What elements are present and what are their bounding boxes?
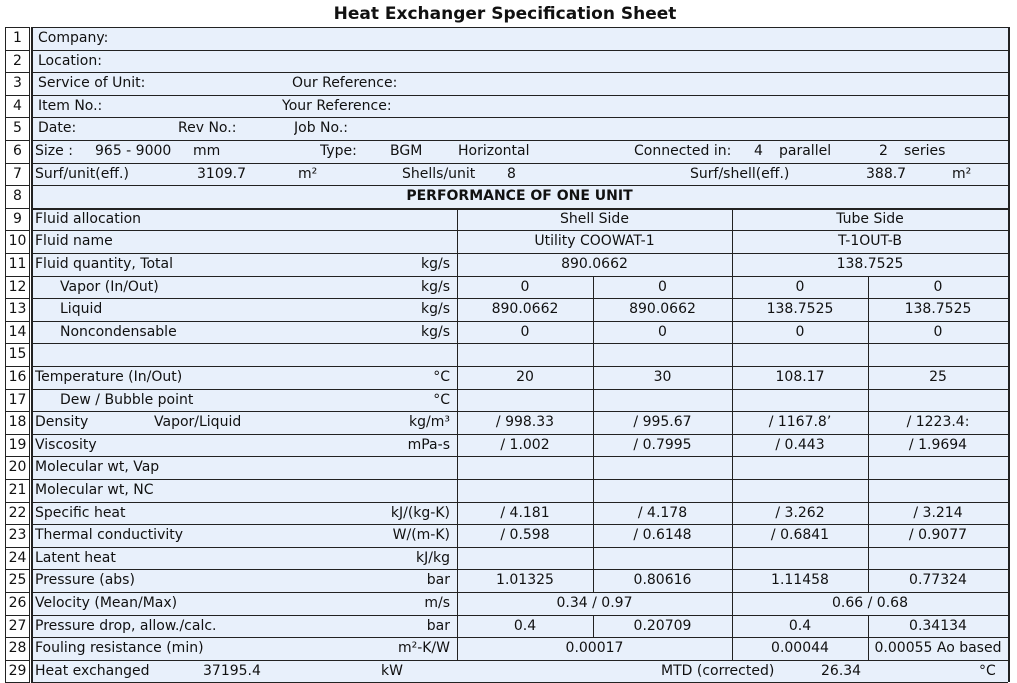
label-column-divider [457,208,458,660]
row-19-t-out: / 1.9694 [908,436,968,453]
row-18-sublabel: Vapor/Liquid [154,414,242,431]
row-number: 24 [5,547,30,571]
row-number: 29 [5,660,30,683]
size-value: 965 - 9000 [95,143,172,159]
mtd-label: MTD (corrected) [661,662,775,679]
row-number: 16 [5,366,30,390]
row-11-label: Fluid quantity, Total [35,256,174,272]
row-16-s-in: 20 [516,369,534,385]
row-number: 15 [5,343,30,367]
row-13-s-out: 890.0662 [629,301,696,318]
row-16-label: Temperature (In/Out) [35,369,183,385]
row-number: 4 [5,95,30,119]
row-9-tube-value: Tube Side [836,210,904,227]
row-22-label: Specific heat [35,504,126,521]
row-number: 17 [5,389,30,413]
row-27-s-in: 0.4 [513,617,537,634]
row-number: 20 [5,456,30,480]
size-label: Size : [35,143,73,159]
row-22-unit: kJ/(kg-K) [390,504,450,521]
company-label: Company: [38,30,109,46]
row-19-s-out: / 0.7995 [633,436,692,453]
surf-shell-unit: m² [952,165,972,182]
row-27-s-out: 0.20709 [633,617,692,634]
row-number: 13 [5,298,30,322]
location-label: Location: [38,52,102,69]
row-number: 21 [5,479,30,503]
row-25-t-in: 1.11458 [771,572,829,589]
row-12-label: Vapor (In/Out) [60,278,159,295]
shells-unit-label: Shells/unit [402,165,476,182]
series-count: 2 [879,143,888,159]
row-25-label: Pressure (abs) [35,572,135,589]
row-number: 3 [5,72,30,96]
mtd-value: 26.34 [821,662,862,679]
row-number: 14 [5,321,30,345]
row-19-label: Viscosity [35,436,97,453]
tube-in-out-divider [868,456,869,479]
row-number: 7 [5,163,30,187]
row-10-label: Fluid name [35,233,113,250]
sheet-left-edge [31,27,33,682]
row-16-s-out: 30 [653,369,672,385]
row-23-s-out: / 0.6148 [633,527,692,544]
row-26-label: Velocity (Mean/Max) [35,595,178,611]
surf-unit-value: 3109.7 [197,165,246,182]
surf-unit-unit: m² [298,165,318,182]
row-16-t-in: 108.17 [775,369,825,385]
row-26-unit: m/s [424,595,450,611]
row-22-t-out: / 3.214 [913,504,963,521]
row-number: 1 [5,27,30,51]
row-number: 11 [5,253,30,277]
row-17-label: Dew / Bubble point [60,391,194,408]
row-23-t-in: / 0.6841 [770,527,830,544]
row-number: 6 [5,140,30,164]
row-18-t-out: / 1223.4: [906,414,970,431]
row-12-t-out: 0 [933,278,943,295]
row-22-s-in: / 4.181 [500,504,550,521]
row-25-unit: bar [426,572,450,589]
tube-in-out-divider [868,343,869,366]
row-18-unit: kg/m³ [409,414,450,431]
surf-shell-value: 388.7 [866,165,907,182]
row-19-unit: mPa-s [407,436,450,453]
row-11-shell-value: 890.0662 [561,256,628,272]
row-19-t-in: / 0.443 [775,436,825,453]
row-11-tube-value: 138.7525 [836,256,904,272]
row-13-s-in: 890.0662 [491,301,559,318]
row-number: 18 [5,411,30,435]
heat-exchanged-label: Heat exchanged [35,662,150,679]
shell-in-out-divider [593,547,594,570]
row-18-label: Density [35,414,89,431]
your-reference-label: Your Reference: [282,97,392,114]
row-number: 22 [5,502,30,526]
row-13-t-out: 138.7525 [904,301,972,318]
parallel-label: parallel [779,143,832,159]
row-23-unit: W/(m-K) [392,527,450,544]
row-number: 25 [5,569,30,593]
row-12-t-in: 0 [795,278,805,295]
type-value: BGM [390,143,423,159]
tube-in-out-divider [868,479,869,502]
row-23-t-out: / 0.9077 [908,527,968,544]
size-unit: mm [193,143,221,159]
row-27-unit: bar [426,617,450,634]
row-23-label: Thermal conductivity [35,527,184,544]
row-23-s-in: / 0.598 [500,527,550,544]
row-9-label: Fluid allocation [35,210,142,227]
orientation-value: Horizontal [458,143,530,159]
row-number: 23 [5,524,30,548]
row-21-label: Molecular wt, NC [35,482,154,498]
row-13-label: Liquid [60,301,103,318]
job-no-label: Job No.: [294,120,348,137]
row-26-tube-value: 0.66 / 0.68 [832,595,908,611]
row-18-t-in: / 1167.8’ [768,414,832,431]
row-14-s-out: 0 [658,323,667,340]
row-24-label: Latent heat [35,549,116,566]
rev-no-label: Rev No.: [178,120,237,137]
row-27-t-out: 0.34134 [909,617,967,634]
service-of-unit-label: Service of Unit: [38,75,146,92]
connected-in-label: Connected in: [634,143,732,159]
row-20-label: Molecular wt, Vap [35,459,160,476]
row-17-unit: °C [433,391,450,408]
row-14-s-in: 0 [520,323,530,340]
item-no-label: Item No.: [38,97,103,114]
shells-unit-value: 8 [507,165,516,182]
tube-in-out-divider [868,389,869,412]
date-label: Date: [38,120,77,137]
row-25-s-out: 0.80616 [633,572,692,589]
tube-in-out-divider [868,547,869,570]
sheet-title: Heat Exchanger Specification Sheet [333,4,677,24]
row-19-s-in: / 1.002 [500,436,550,453]
row-number: 2 [5,50,30,74]
shell-in-out-divider [593,479,594,502]
row-18-s-out: / 995.67 [633,414,692,431]
surf-shell-label: Surf/shell(eff.) [690,165,790,182]
row-13-unit: kg/s [420,301,450,318]
row-25-t-out: 0.77324 [909,572,967,589]
row-16-t-out: 25 [929,369,947,385]
row-22-t-in: / 3.262 [775,504,825,521]
row-number: 10 [5,230,30,254]
row-27-t-in: 0.4 [788,617,812,634]
shell-in-out-divider [593,456,594,479]
row-28-t-out: 0.00055 Ao based [874,640,1002,657]
row-number: 28 [5,637,30,661]
row-18-s-in: / 998.33 [495,414,555,431]
parallel-count: 4 [754,143,763,159]
row-15-band [31,343,1008,367]
row-number: 12 [5,276,30,300]
row-27-label: Pressure drop, allow./calc. [35,617,217,634]
row-14-t-out: 0 [933,323,943,340]
sheet-right-edge [1008,27,1010,682]
row-number: 8 [5,185,30,209]
row-28-shell-value: 0.00017 [565,640,624,657]
row-10-shell-value: Utility COOWAT-1 [534,233,655,250]
row-12-unit: kg/s [420,278,450,295]
row-9-shell-value: Shell Side [560,210,629,227]
row-11-unit: kg/s [420,256,450,272]
shell-tube-divider [732,208,733,660]
row-number: 26 [5,592,30,616]
type-label: Type: [320,143,357,159]
surf-unit-label: Surf/unit(eff.) [35,165,129,182]
shell-in-out-divider [593,343,594,366]
row-14-t-in: 0 [795,323,805,340]
row-12-s-in: 0 [520,278,530,295]
row-14-unit: kg/s [420,323,450,340]
shell-in-out-divider [593,389,594,412]
row-number: 9 [5,208,30,232]
row-28-unit: m²-K/W [397,640,450,657]
row-14-label: Noncondensable [60,323,177,340]
row-number: 19 [5,434,30,458]
heat-exchanged-value: 37195.4 [203,662,261,679]
row-28-label: Fouling resistance (min) [35,640,204,657]
row-25-s-in: 1.01325 [496,572,554,589]
row-13-t-in: 138.7525 [766,301,834,318]
our-reference-label: Our Reference: [292,75,398,92]
row-22-s-out: / 4.178 [637,504,688,521]
row-12-s-out: 0 [658,278,667,295]
mtd-unit: °C [979,662,996,679]
performance-header: PERFORMANCE OF ONE UNIT [406,188,633,205]
row-16-unit: °C [433,369,450,385]
row-10-tube-value: T-1OUT-B [838,233,902,250]
row-28-t-in: 0.00044 [771,640,829,657]
row-24-unit: kJ/kg [416,549,450,566]
heat-exchanged-unit: kW [381,662,403,679]
series-label: series [904,143,946,159]
row-26-shell-value: 0.34 / 0.97 [556,595,633,611]
row-number: 5 [5,117,30,141]
row-number: 27 [5,615,30,639]
